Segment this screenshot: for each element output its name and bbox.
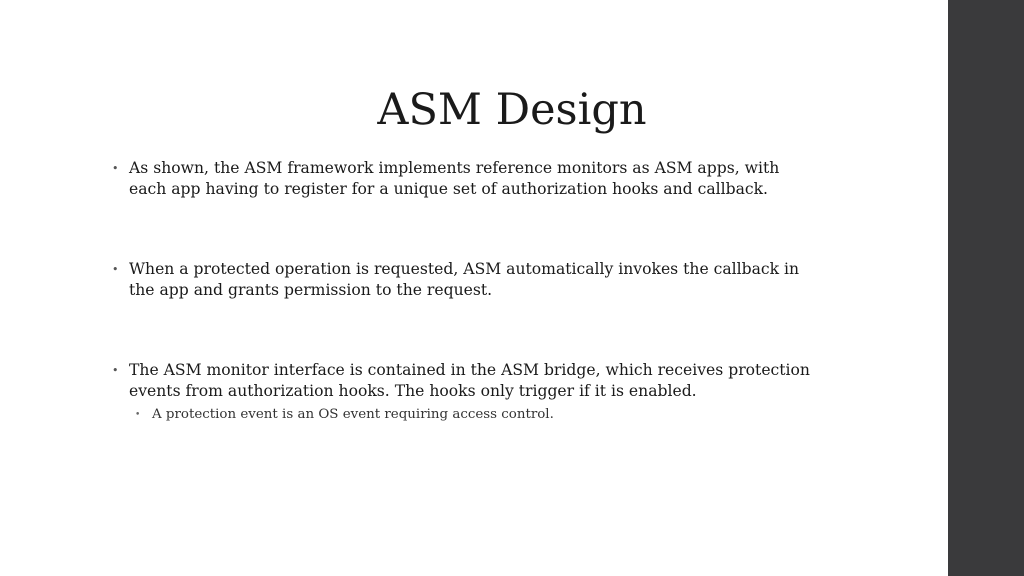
bullet-text: The ASM monitor interface is contained in the ASM bridge, which receives protection events from authorization hooks. The hooks only trigger if it is enabled. (129, 361, 810, 400)
bullet-text: When a protected operation is requested, ASM automatically invokes the callback in the app and grants permission to the request. (129, 260, 800, 299)
sub-bullet-item (135, 406, 812, 424)
bullet-text: As shown, the ASM framework implements reference monitors as ASM apps, with each app having to register for a unique set of authorization hooks and callback. (129, 159, 780, 198)
bullet-dot-icon: • (112, 263, 119, 276)
bullet-item (112, 360, 812, 402)
bullet-item (112, 158, 812, 200)
bullet-dot-icon: • (112, 162, 119, 175)
sub-bullet-dot-icon: • (135, 410, 141, 420)
bullet-dot-icon: • (112, 364, 119, 377)
bullet-item (112, 259, 812, 301)
sub-bullet-text: A protection event is an OS event requiring access control. (152, 407, 554, 422)
bullet-list (112, 158, 812, 424)
slide-title: ASM Design (377, 85, 647, 135)
